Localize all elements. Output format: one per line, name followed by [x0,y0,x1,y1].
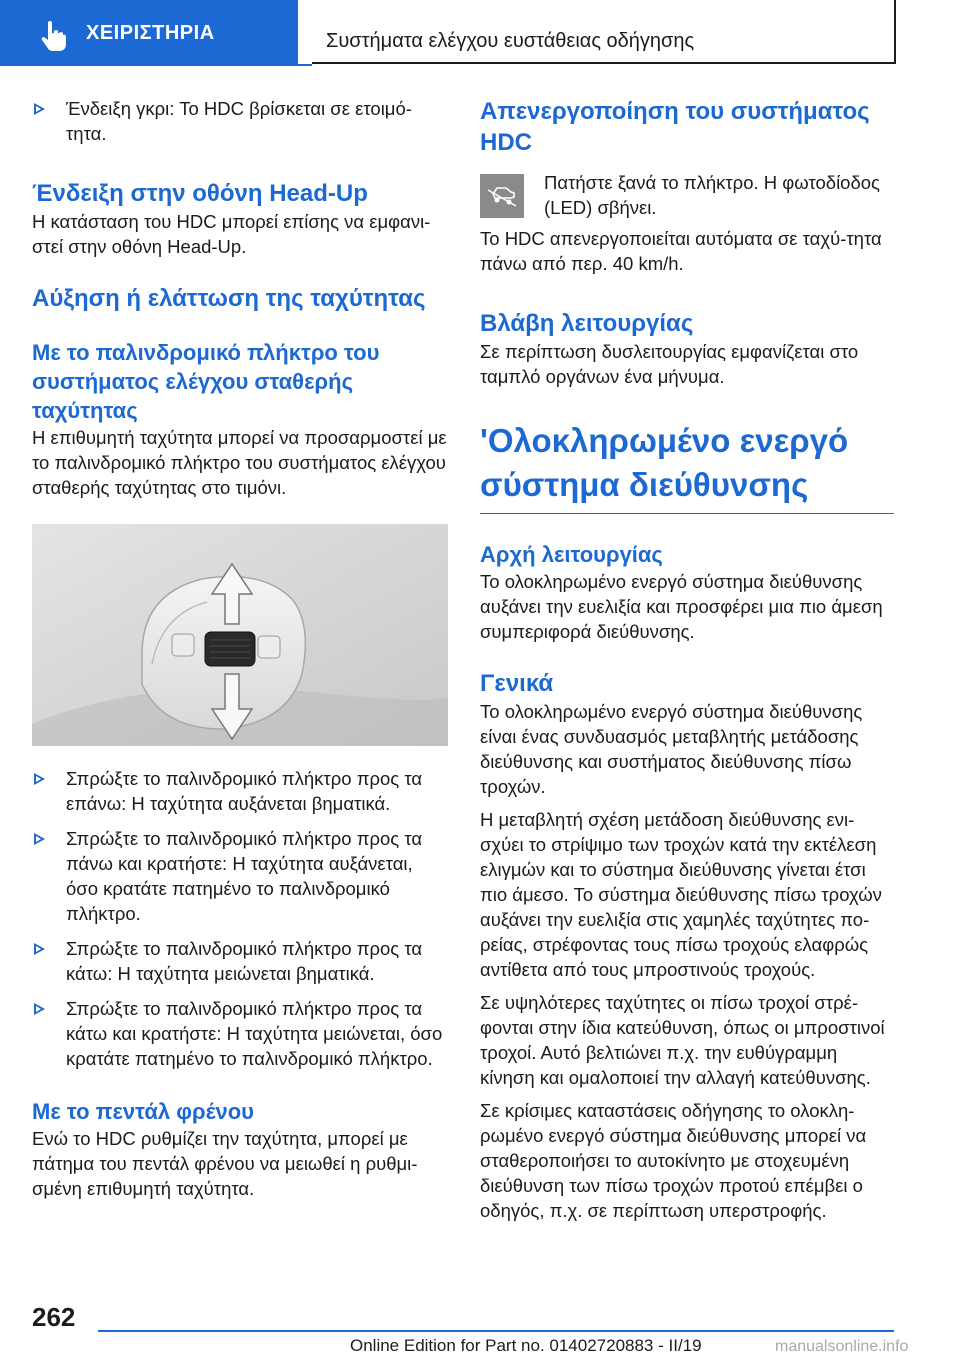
paragraph-deactivate: Το HDC απενεργοποιείται αυτόματα σε ταχύ-τητα πάνω από περ. 40 km/h. [480,228,882,274]
car-downhill-icon [484,180,520,212]
heading-rocker: Με το παλινδρομικό πλήκτρο του συστήματος ελέγχου σταθερής ταχύτητας [32,340,380,423]
paragraph-general-1: Το ολοκληρωμένο ενεργό σύστημα διεύθυνσης είναι ένας συνδυασμός μεταβλητής μετάδοσης διεύθυνσης και συστήματος διεύθυνσης πίσω τροχών. [480,701,863,797]
chapter-tab-label: ΧΕΙΡΙΣΤΗΡΙΑ [86,22,215,44]
heading-headup: Ένδειξη στην οθόνη Head-Up [32,180,368,207]
paragraph-brake: Ενώ το HDC ρυθμίζει την ταχύτητα, μπορεί με πάτημα του πεντάλ φρένου να μειωθεί η ρυθμι-σμένη επιθυμητή ταχύτητα. [32,1128,418,1199]
deactivate-instruction: Πατήστε ξανά το πλήκτρο. Η φωτοδίοδος (LED) σβήνει. [480,170,894,220]
heading-speed: Αύξηση ή ελάττωση της ταχύτητας [32,285,426,312]
paragraph-headup: Η κατάσταση του HDC μπορεί επίσης να εμφανι-στεί στην οθόνη Head-Up. [32,211,431,257]
header-divider [298,64,312,66]
paragraph-fault: Σε περίπτωση δυσλειτουργίας εμφανίζεται στο ταμπλό οργάνων ένα μήνυμα. [480,341,859,387]
heading-rule [480,513,894,514]
bullet-triangle-icon [34,1003,45,1015]
heading-deactivate: Απενεργοποίηση του συστήματος HDC [480,98,870,156]
heading-general: Γενικά [480,670,554,697]
hdc-button-icon [480,174,524,218]
heading-fault: Βλάβη λειτουργίας [480,310,694,337]
list-item: Σπρώξτε το παλινδρομικό πλήκτρο προς τα επάνω: Η ταχύτητα αυξάνεται βηματικά. [32,766,448,816]
steering-rocker-photo [32,524,448,746]
list-item: Σπρώξτε το παλινδρομικό πλήκτρο προς τα κάτω και κρατήστε: Η ταχύτητα μειώνεται, όσο κρατάτε πατημένο το παλινδρομικό πλήκτρο. [32,996,448,1071]
footer-rule [98,1330,894,1332]
heading-integral-steering: 'Ολοκληρωμένο ενεργό σύστημα διεύθυνσης [480,422,849,503]
heading-principle: Αρχή λειτουργίας [480,542,663,567]
page-number: 262 [32,1302,76,1332]
bullet-triangle-icon [34,943,45,955]
paragraph-general-4: Σε κρίσιμες καταστάσεις οδήγησης το ολοκλη-ρωμένο ενεργό σύστημα διεύθυνσης μπορεί να σταθεροποιήσει το αυτοκίνητο με στοχευμένη διεύθυνση των πίσω τροχών προτού επέμβει ο οδηγός, π.χ. σε περίπτωση υπερστροφής. [480,1100,867,1221]
heading-brake: Με το πεντάλ φρένου [32,1099,254,1124]
list-item: Σπρώξτε το παλινδρομικό πλήκτρο προς τα κάτω: Η ταχύτητα μειώνεται βηματικά. [32,936,448,986]
list-item: Ένδειξη γκρι: Το HDC βρίσκεται σε ετοιμό-τητα. [32,96,448,146]
edition-info: Online Edition for Part no. 01402720883 - II/19 [350,1336,702,1355]
paragraph-general-2: Η μεταβλητή σχέση μετάδοση διεύθυνσης ενι-σχύει το στρίψιμο των τροχών κατά την εκτέλεση ελιγμών και το σύστημα διεύθυνσης γίνεται έτσι πιο άμεσο. Το σύστημα διεύθυνσης πίσω τροχών αυξάνει την ευελιξία στις χαμηλές ταχύτητες πο-ρείας, στρέφοντας τους πίσω τροχούς ελαφρώς αντίθετα από τους μπροστινούς τροχούς. [480,809,882,980]
page-header [0,0,960,66]
paragraph-general-3: Σε υψηλότερες ταχύτητες οι πίσω τροχοί στρέ-φονται στην ίδια κατεύθυνση, όπως οι μπροστινοί τροχοί. Αυτό βελτιώνει π.χ. την ευθύγραμμη κίνηση και ομαλοποιεί την αλλαγή κατεύθυνσης. [480,992,885,1088]
watermark-brand: manualsonline.info [775,1338,909,1355]
chapter-tab[interactable] [0,0,298,66]
bullet-triangle-icon [34,103,45,115]
left-column [32,96,448,1201]
hand-pointer-icon [36,18,70,52]
section-title: Συστήματα ελέγχου ευστάθειας οδήγησης [326,30,695,52]
bullet-triangle-icon [34,773,45,785]
bullet-triangle-icon [34,833,45,845]
list-item: Σπρώξτε το παλινδρομικό πλήκτρο προς τα πάνω και κρατήστε: Η ταχύτητα αυξάνεται, όσο κρατάτε πατημένο το παλινδρομικό πλήκτρο. [32,826,448,926]
right-column [480,96,894,1223]
paragraph-principle: Το ολοκληρωμένο ενεργό σύστημα διεύθυνσης αυξάνει την ευελιξία και προσφέρει μια πιο άμεση συμπεριφορά διεύθυνσης. [480,571,883,642]
section-title-box [312,0,896,64]
paragraph-rocker: Η επιθυμητή ταχύτητα μπορεί να προσαρμοστεί με το παλινδρομικό πλήκτρο του συστήματος ελέγχου σταθερής ταχύτητας στο τιμόνι. [32,427,447,498]
